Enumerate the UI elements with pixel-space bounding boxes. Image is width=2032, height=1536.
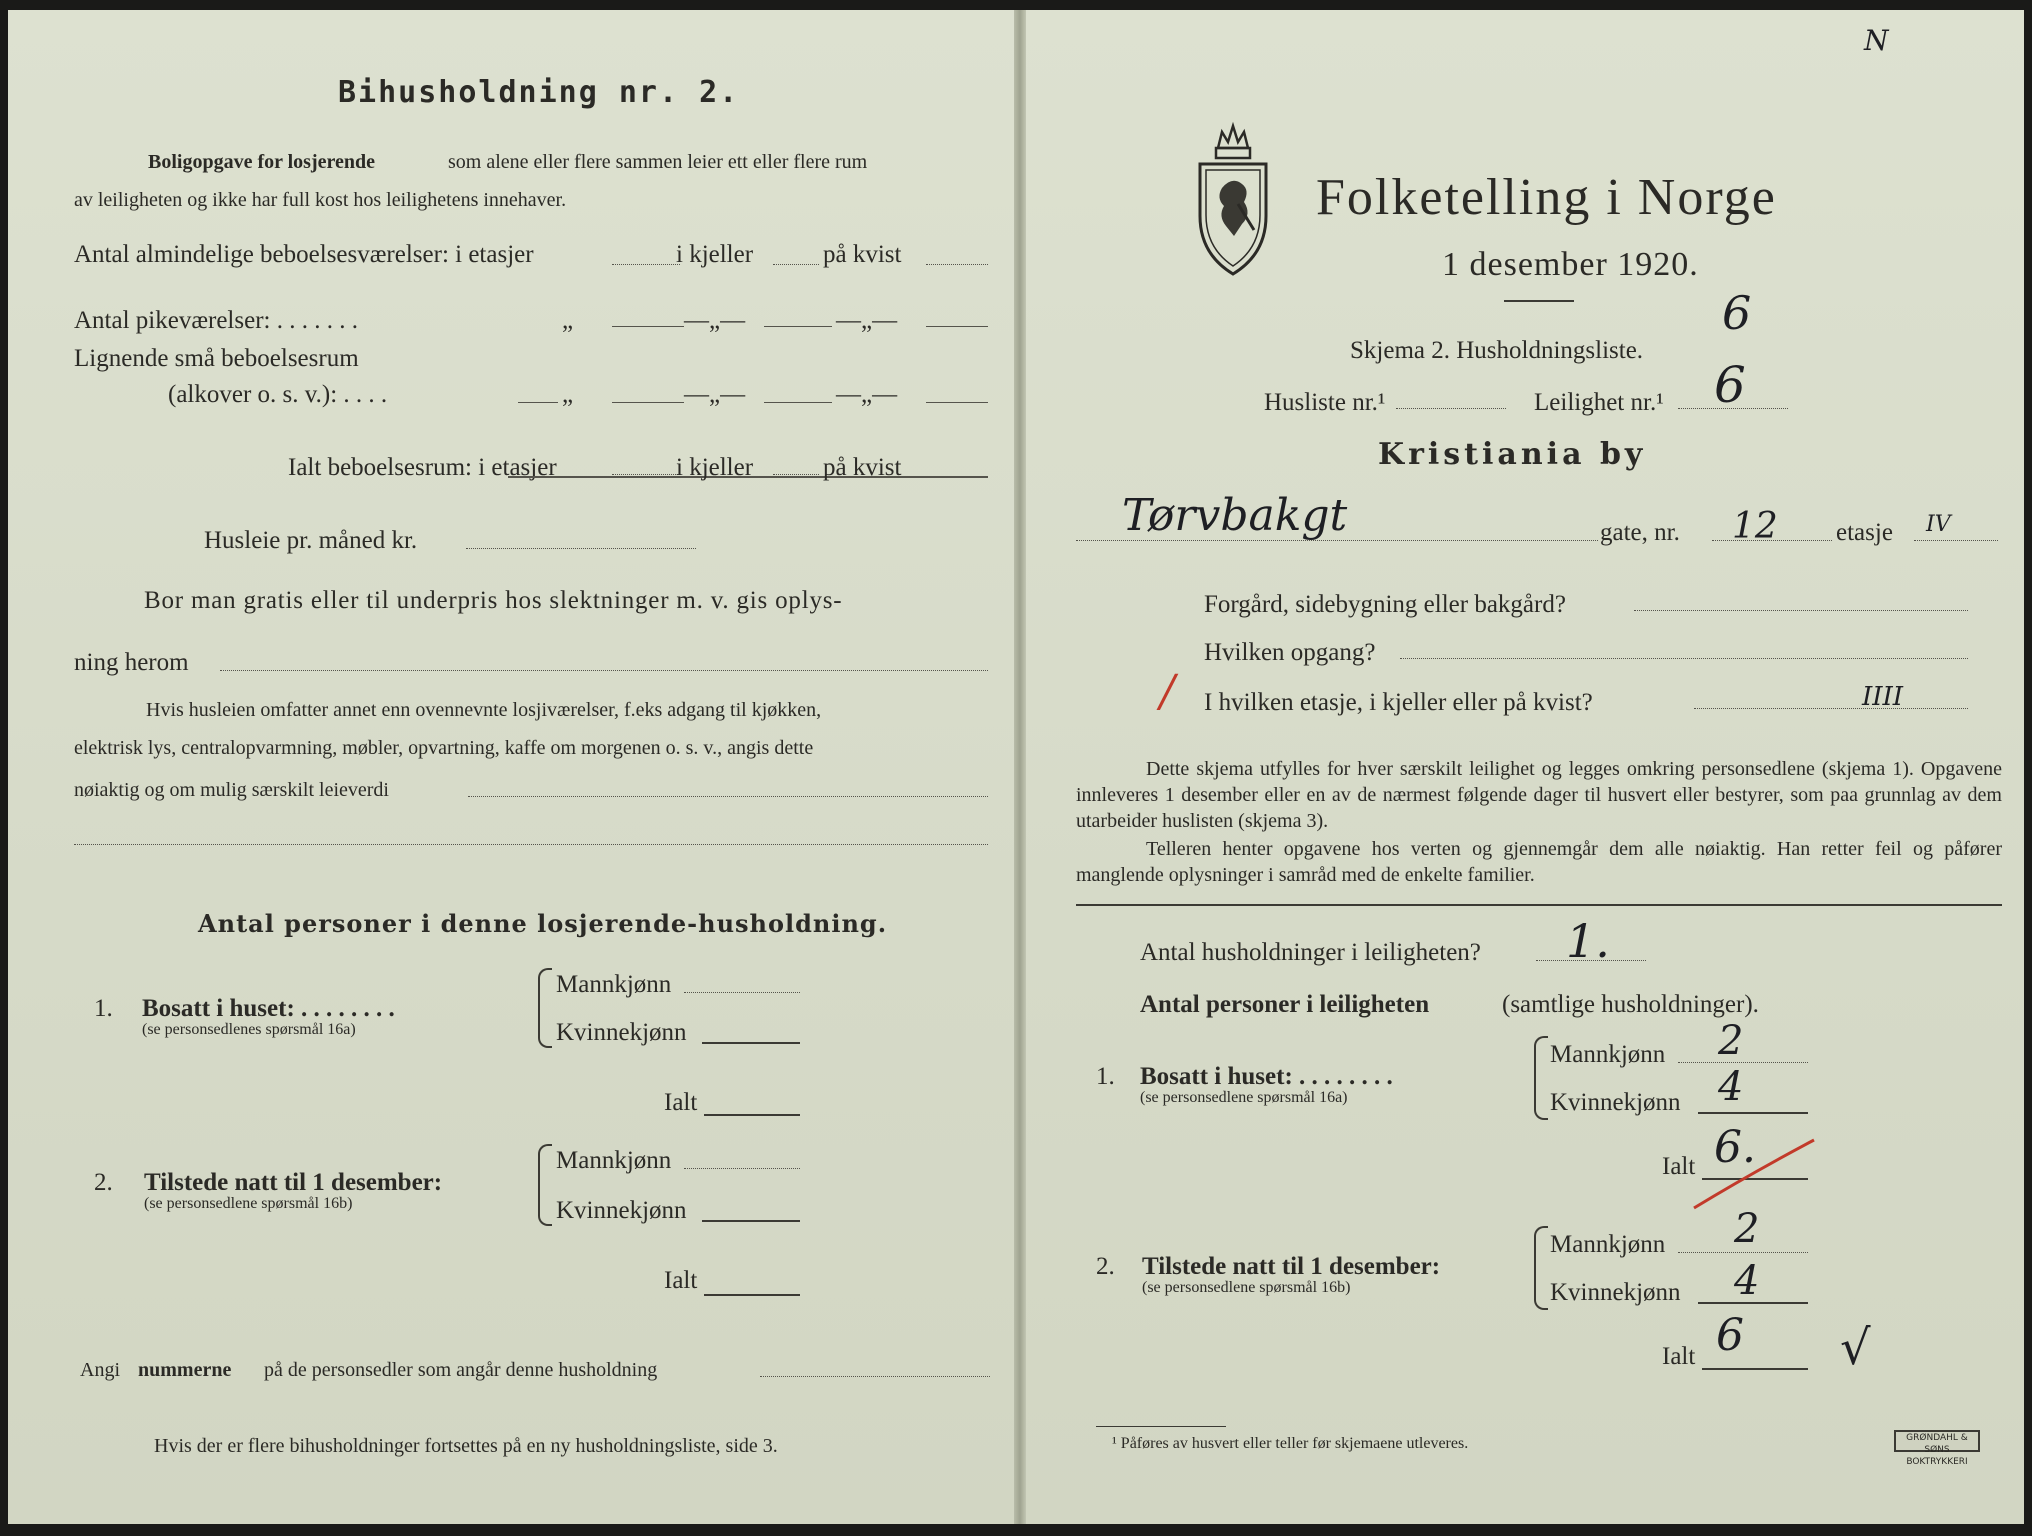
left-q1-ialt-label: Ialt (664, 1089, 698, 1116)
left-q2-mann-label: Mannkjønn (556, 1147, 672, 1174)
right-q1-sub: (se personsedlene spørsmål 16a) (1140, 1089, 1348, 1106)
angi-line (760, 1376, 990, 1377)
left-q2-ialt-label: Ialt (664, 1267, 698, 1294)
antal-pers-bold: Antal personer i leiligheten (1140, 991, 1430, 1018)
printer-stamp: GRØNDAHL & SØNS BOKTRYKKERI (1894, 1430, 1980, 1452)
handwritten-top-6: 6 (1722, 286, 1752, 340)
opgang-label: Hvilken opgang? (1204, 639, 1376, 666)
date-underline (1504, 300, 1574, 302)
hvis-line-1: Hvis husleien omfatter annet enn ovennevnte losjiværelser, f.eks adgang til kjøkken, (146, 699, 822, 721)
footnote-rule (1096, 1426, 1226, 1427)
right-q2-kvinne-value: 4 (1734, 1258, 1760, 1304)
gate-nr-label: gate, nr. (1600, 519, 1680, 546)
gratis-line-1: Bor man gratis eller til underpris hos slektninger m. v. gis oplys- (144, 587, 843, 614)
skjema-label: Skjema 2. Husholdningsliste. (1350, 337, 1644, 364)
right-date: 1 desember 1920. (1442, 246, 1699, 283)
left-q1-sub: (se personsedlenes spørsmål 16a) (142, 1021, 356, 1038)
right-q1-kvinne-line (1698, 1112, 1808, 1114)
husliste-line (1396, 408, 1506, 409)
etasje-line (1914, 540, 1998, 541)
kvist-line (926, 264, 988, 265)
right-q2-ialt-value: 6 (1716, 1310, 1744, 1361)
red-strike-icon (1690, 1134, 1820, 1214)
intro-bold: Boligopgave for losjerende (148, 151, 376, 173)
row-antal-label: Antal almindelige beboelsesværelser: i etasjer (74, 241, 534, 268)
left-q2-mann-line (684, 1168, 800, 1169)
leilighet-label: Leilighet nr.¹ (1534, 389, 1664, 416)
etasje-label: etasje (1836, 519, 1893, 546)
intro-rest-1: som alene eller flere sammen leier ett eller flere rum (448, 151, 868, 173)
forgard-label: Forgård, sidebygning eller bakgård? (1204, 591, 1566, 618)
section-divider (1076, 904, 2002, 906)
forgard-line (1634, 610, 1968, 611)
city-label: Kristiania by (1378, 437, 1647, 472)
leieverdi-line (468, 796, 988, 797)
footnote: ¹ Påføres av husvert eller teller før skjemaene utleveres. (1112, 1435, 1469, 1452)
instructions-para-1: Dette skjema utfylles for hver særskilt leilighet og legges omkring personsedlene (skjema 1). Opgavene innleveres 1 desember eller en av de nærmest følgende dager til husvert eller bestyrer, som paa grunnlag av dem utarbeider huslisten (skjema 3). (1076, 758, 2002, 832)
hvilken-etasje-line (1694, 708, 1968, 709)
right-q2-brace (1534, 1226, 1548, 1310)
street-value: Tørvbakgt (1122, 490, 1348, 541)
angi-bold: nummerne (138, 1359, 232, 1381)
lign-line-0 (518, 402, 558, 403)
angi-prefix: Angi (80, 1359, 120, 1381)
ialt-etasjer-line (612, 474, 680, 475)
left-q1-ialt-line (704, 1114, 800, 1116)
opgang-line (1400, 658, 1968, 659)
right-q1-label: Bosatt i huset: . . . . . . . . (1140, 1063, 1393, 1090)
left-q2-kvinne-line (702, 1220, 800, 1222)
corner-mark: N (1864, 24, 1889, 57)
pike-ditto: „ (562, 307, 574, 334)
left-q2-kvinne-label: Kvinnekjønn (556, 1197, 687, 1224)
right-q2-label: Tilstede natt til 1 desember: (1142, 1253, 1441, 1280)
pike-line-1 (612, 326, 684, 327)
antal-pers-rest: (samtlige husholdninger). (1502, 991, 1759, 1018)
right-q1-kvinne-label: Kvinnekjønn (1550, 1089, 1681, 1116)
left-footer: Hvis der er flere bihusholdninger fortsettes på en ny husholdningsliste, side 3. (154, 1435, 778, 1457)
left-q2-num: 2. (94, 1169, 113, 1196)
lign-ditto: „ (562, 381, 574, 408)
kjeller-line (773, 264, 819, 265)
right-page (1026, 10, 2024, 1524)
etasjer-line (612, 264, 680, 265)
lign-line-2 (764, 402, 832, 403)
hvis-line-2: elektrisk lys, centralopvarmning, møbler, opvartning, kaffe om morgenen o. s. v., angis dette (74, 737, 814, 759)
right-q1-kvinne-value: 4 (1718, 1064, 1744, 1110)
right-q1-ialt-value: 6. (1714, 1122, 1756, 1173)
row-pike-label: Antal pikeværelser: . . . . . . . (74, 307, 358, 334)
left-page (8, 10, 1014, 1524)
page-fold (1014, 10, 1026, 1524)
row-lign-label-1: Lignende små beboelsesrum (74, 345, 359, 372)
gratis-line-2: ning herom (74, 649, 189, 676)
right-q1-mann-value: 2 (1718, 1018, 1744, 1064)
left-q2-sub: (se personsedlene spørsmål 16b) (144, 1195, 353, 1212)
etasje-answer: IIII (1862, 682, 1904, 712)
right-q2-mann-label: Mannkjønn (1550, 1231, 1666, 1258)
right-q2-num: 2. (1096, 1253, 1115, 1280)
left-q1-kvinne-label: Kvinnekjønn (556, 1019, 687, 1046)
right-title: Folketelling i Norge (1316, 169, 1777, 226)
leilighet-value: 6 (1714, 356, 1746, 414)
census-sheet (8, 10, 2024, 1524)
lign-dash-1: —„— (684, 381, 746, 408)
pa-kvist-label: på kvist (823, 241, 902, 268)
left-q1-mann-label: Mannkjønn (556, 971, 672, 998)
husleie-label: Husleie pr. måned kr. (204, 527, 418, 554)
right-q2-kvinne-label: Kvinnekjønn (1550, 1279, 1681, 1306)
right-q1-ialt-label: Ialt (1662, 1153, 1696, 1180)
left-q2-label: Tilstede natt til 1 desember: (144, 1169, 443, 1196)
pike-line-3 (926, 326, 988, 327)
left-q1-mann-line (684, 992, 800, 993)
etasje-value: IV (1926, 512, 1951, 537)
left-q2-ialt-line (704, 1294, 800, 1296)
left-q2-brace (538, 1144, 552, 1226)
left-q1-num: 1. (94, 995, 113, 1022)
right-q2-ialt-label: Ialt (1662, 1343, 1696, 1370)
hvis-line-3: nøiaktig og om mulig særskilt leieverdi (74, 779, 389, 801)
left-title: Bihusholdning nr. 2. (338, 75, 740, 110)
left-antal-header: Antal personer i denne losjerende-husholdning. (198, 909, 888, 938)
pike-line-2 (764, 326, 832, 327)
right-q1-num: 1. (1096, 1063, 1115, 1090)
right-q2-sub: (se personsedlene spørsmål 16b) (1142, 1279, 1351, 1296)
norway-coat-of-arms-icon (1194, 118, 1272, 278)
husleie-line (466, 548, 696, 549)
angi-rest: på de personsedler som angår denne husholdning (264, 1359, 658, 1381)
ialt-kjeller-line (773, 474, 819, 475)
lign-line-1 (612, 402, 684, 403)
antal-hush-label: Antal husholdninger i leiligheten? (1140, 939, 1481, 966)
right-q1-brace (1534, 1036, 1548, 1120)
ialt-beboelsesrum-label: Ialt beboelsesrum: i etasjer (288, 454, 557, 481)
right-q2-mann-value: 2 (1734, 1206, 1760, 1252)
husliste-label: Husliste nr.¹ (1264, 389, 1386, 416)
right-q2-mann-line (1678, 1252, 1808, 1253)
street-line (1076, 540, 1598, 541)
check-mark: √ (1840, 1320, 1871, 1376)
antal-hush-value: 1. (1566, 914, 1610, 968)
pike-dash-2: —„— (836, 307, 898, 334)
ialt-pa-kvist: på kvist (823, 454, 902, 481)
hvilken-etasje-label: I hvilken etasje, i kjeller eller på kvist? (1204, 689, 1593, 716)
nr-value: 12 (1732, 506, 1778, 547)
right-q1-mann-label: Mannkjønn (1550, 1041, 1666, 1068)
ialt-i-kjeller: i kjeller (676, 454, 754, 481)
pike-dash-1: —„— (684, 307, 746, 334)
left-q1-brace (538, 968, 552, 1048)
intro-rest-2: av leiligheten og ikke har full kost hos leilighetens innehaver. (74, 189, 567, 211)
leieverdi-line-2 (74, 844, 988, 845)
left-q1-kvinne-line (702, 1042, 800, 1044)
left-q1-label: Bosatt i huset: . . . . . . . . (142, 995, 395, 1022)
i-kjeller-label: i kjeller (676, 241, 754, 268)
gratis-answer-line (220, 670, 988, 671)
row-lign-label-2: (alkover o. s. v.): . . . . (168, 381, 388, 408)
lign-line-3 (926, 402, 988, 403)
margin-red-mark: / (1160, 666, 1175, 717)
instructions-para-2: Telleren henter opgavene hos verten og gjennemgår dem alle nøiaktig. Han retter feil og påfører manglende oplysninger i samråd med de enkelte familier. (1076, 838, 2002, 886)
right-q2-ialt-line (1702, 1368, 1808, 1370)
lign-dash-2: —„— (836, 381, 898, 408)
